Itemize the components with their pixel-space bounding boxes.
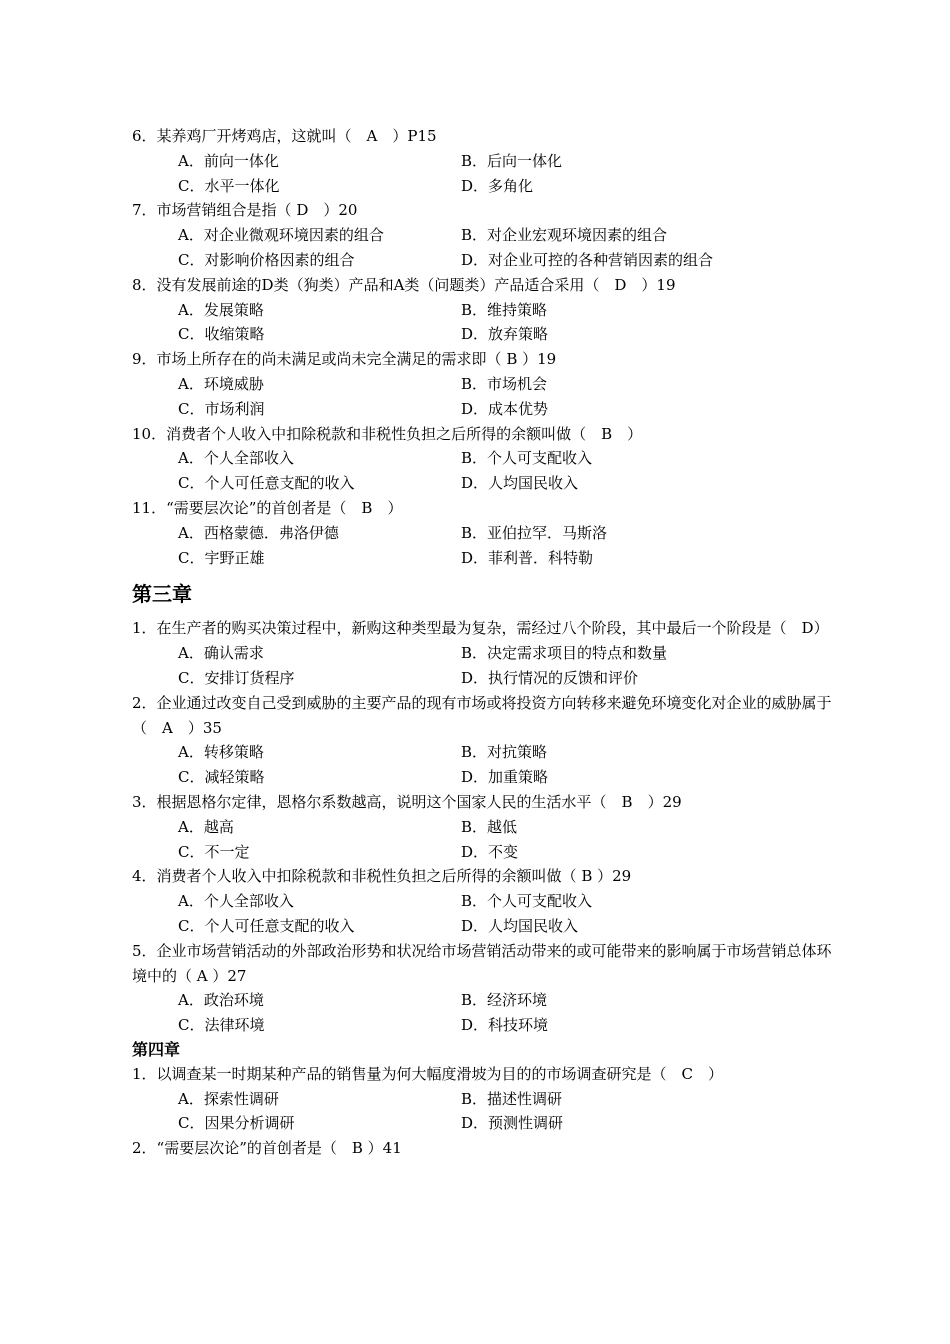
chapter-heading: 第四章 — [132, 1039, 181, 1059]
option-row — [132, 765, 832, 790]
option-a: A．探索性调研 — [178, 1089, 279, 1108]
option-row — [132, 446, 832, 471]
option-a: A．环境威胁 — [178, 374, 264, 393]
question-stem: 1．以调查某一时期某种产品的销售量为何大幅度滑坡为目的的市场调查研究是（ C ） — [132, 1064, 724, 1083]
option-d: D．科技环境 — [461, 1016, 549, 1035]
option-b: B．个人可支配收入 — [461, 892, 593, 911]
document-page — [132, 124, 832, 1161]
option-a: A．转移策略 — [178, 743, 264, 762]
option-b: B．描述性调研 — [461, 1089, 563, 1108]
option-b: B．对企业宏观环境因素的组合 — [461, 226, 668, 245]
question-stem: 7．市场营销组合是指（ D ）20 — [132, 201, 358, 220]
option-b: B．个人可支配收入 — [461, 449, 593, 468]
option-b: B．经济环境 — [461, 991, 548, 1010]
option-row — [132, 641, 832, 666]
option-d: D．菲利普．科特勒 — [461, 548, 594, 567]
option-d: D．对企业可控的各种营销因素的组合 — [461, 250, 714, 269]
question-stem: 2．“需要层次论”的首创者是（ B ）41 — [132, 1139, 402, 1158]
option-row — [132, 914, 832, 939]
option-b: B．越低 — [461, 817, 518, 836]
question — [132, 496, 832, 570]
question-stem: 1．在生产者的购买决策过程中，新购这种类型最为复杂，需经过八个阶段，其中最后一个阶段是（ D） — [132, 619, 829, 638]
option-c: C．个人可任意支配的收入 — [178, 916, 355, 935]
option-c: C．安排订货程序 — [178, 668, 295, 687]
question-stem: 9．市场上所存在的尚未满足或尚未完全满足的需求即（ B ）19 — [132, 350, 557, 369]
option-a: A．越高 — [178, 817, 234, 836]
option-b: B．对抗策略 — [461, 743, 548, 762]
question — [132, 198, 832, 272]
option-a: A．西格蒙德．弗洛伊德 — [178, 523, 339, 542]
option-row — [132, 666, 832, 691]
section — [132, 124, 832, 570]
section — [132, 580, 832, 1038]
option-a: A．确认需求 — [178, 644, 264, 663]
option-row — [132, 521, 832, 546]
option-c: C．个人可任意支配的收入 — [178, 474, 355, 493]
option-row — [132, 298, 832, 323]
question — [132, 790, 832, 864]
option-d: D．加重策略 — [461, 768, 549, 787]
option-b: B．维持策略 — [461, 300, 548, 319]
option-row — [132, 840, 832, 865]
question-stem: 11．“需要层次论”的首创者是（ B ） — [132, 498, 403, 517]
option-c: C．因果分析调研 — [178, 1114, 295, 1133]
option-row — [132, 1111, 832, 1136]
question-stem: 6．某养鸡厂开烤鸡店，这就叫（ A ）P15 — [132, 127, 437, 145]
option-row — [132, 471, 832, 496]
option-c: C．收缩策略 — [178, 325, 265, 344]
question — [132, 273, 832, 347]
option-b: B．亚伯拉罕．马斯洛 — [461, 523, 608, 542]
question-stem: 8．没有发展前途的D类（狗类）产品和A类（问题类）产品适合采用（ D ）19 — [132, 275, 676, 294]
section — [132, 1038, 832, 1161]
option-b: B．市场机会 — [461, 374, 548, 393]
question — [132, 422, 832, 496]
option-row — [132, 149, 832, 174]
question — [132, 864, 832, 938]
option-d: D．人均国民收入 — [461, 474, 579, 493]
question-stem: 5．企业市场营销活动的外部政治形势和状况给市场营销活动带来的或可能带来的影响属于市场营销总体环境中的（ A ）27 — [132, 941, 832, 985]
option-row — [132, 397, 832, 422]
option-a: A．前向一体化 — [178, 151, 279, 170]
option-a: A．对企业微观环境因素的组合 — [178, 226, 384, 245]
option-row — [132, 1013, 832, 1038]
option-row — [132, 1087, 832, 1112]
option-a: A．个人全部收入 — [178, 892, 294, 911]
option-c: C．法律环境 — [178, 1016, 265, 1035]
option-d: D．放弃策略 — [461, 325, 549, 344]
option-c: C．减轻策略 — [178, 768, 265, 787]
question-stem: 3．根据恩格尔定律，恩格尔系数越高，说明这个国家人民的生活水平（ B ）29 — [132, 792, 682, 811]
chapter-heading: 第三章 — [132, 582, 192, 607]
question-stem: 4．消费者个人收入中扣除税款和非税性负担之后所得的余额叫做（ B ）29 — [132, 867, 632, 886]
option-a: A．政治环境 — [178, 991, 264, 1010]
option-row — [132, 248, 832, 273]
question — [132, 124, 832, 198]
option-row — [132, 889, 832, 914]
option-d: D．人均国民收入 — [461, 916, 579, 935]
option-row — [132, 988, 832, 1013]
option-c: C．对影响价格因素的组合 — [178, 250, 355, 269]
question-stem: 10．消费者个人收入中扣除税款和非税性负担之后所得的余额叫做（ B ） — [132, 424, 643, 443]
option-d: D．成本优势 — [461, 399, 549, 418]
question-stem: 2．企业通过改变自己受到威胁的主要产品的现有市场或将投资方向转移来避免环境变化对企业的威胁属于（ A ）35 — [132, 693, 832, 737]
question — [132, 1062, 832, 1136]
option-row — [132, 174, 832, 199]
option-d: D．预测性调研 — [461, 1114, 564, 1133]
option-b: B．后向一体化 — [461, 151, 563, 170]
option-b: B．决定需求项目的特点和数量 — [461, 644, 668, 663]
option-a: A．发展策略 — [178, 300, 264, 319]
option-row — [132, 740, 832, 765]
option-row — [132, 372, 832, 397]
option-row — [132, 546, 832, 571]
option-d: D．不变 — [461, 842, 519, 861]
option-c: C．宇野正雄 — [178, 548, 265, 567]
question — [132, 347, 832, 421]
option-row — [132, 322, 832, 347]
option-row — [132, 815, 832, 840]
question — [132, 1136, 832, 1161]
question — [132, 939, 832, 1038]
option-d: D．执行情况的反馈和评价 — [461, 668, 639, 687]
option-row — [132, 223, 832, 248]
option-c: C．市场利润 — [178, 399, 265, 418]
option-c: C．不一定 — [178, 842, 250, 861]
option-d: D．多角化 — [461, 176, 534, 195]
option-c: C．水平一体化 — [178, 176, 280, 195]
option-a: A．个人全部收入 — [178, 449, 294, 468]
question — [132, 616, 832, 690]
question — [132, 691, 832, 790]
